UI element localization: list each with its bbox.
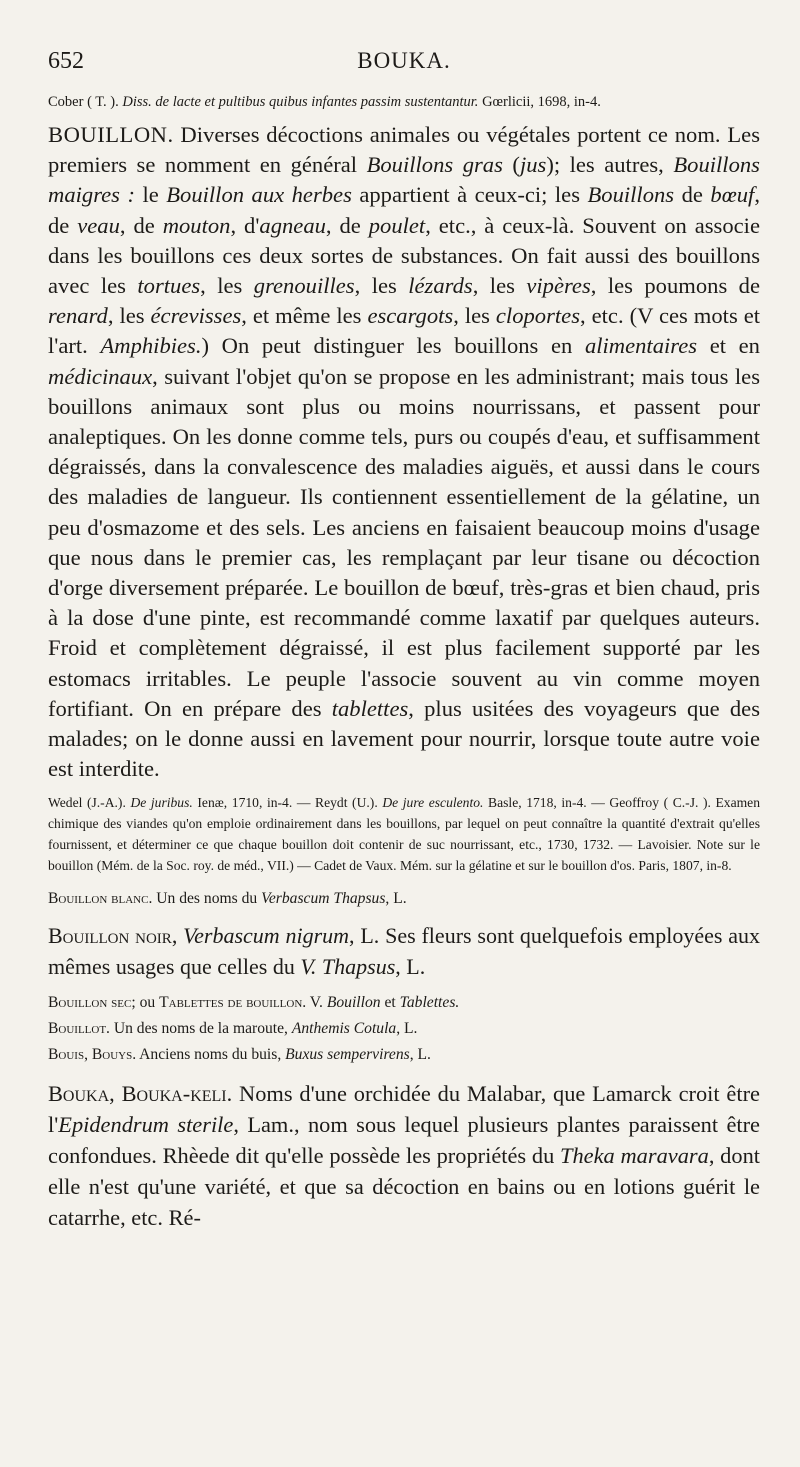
text-run: , plus usitées des voyageurs que des malades; on le donne aussi en lavement pour nourrir, lorsque toute autre voie est interdite. [48, 695, 760, 782]
text-run: lézards [408, 273, 473, 299]
text-run: veau [77, 212, 120, 238]
text-run: , etc. (V ces mots et l'art. [48, 303, 761, 359]
ref-author: Cober [48, 94, 84, 110]
text-run: , suivant l'objet qu'on se propose en les administrant; mais tous les bouillons animaux sont plus ou moins nourrissans, et passent pour analeptiques. On les donne comme tels, purs ou coupés d'eau, et suffisamment dégraissés, dans la convalescence des maladies aiguës, et aussi dans le cours des maladies de langueur. Ils contiennent essentiellement de la gélatine, un peu d'osmazome et des sels. Les anciens en faisaient beaucoup moins d'usage que nous dans le premier cas, les remplaçant par leur tisane ou décoction d'orge diversement préparée. Le bouillon de bœuf, très-gras et bien chaud, pris à la dose d'une pinte, est recommandé comme laxatif par quelques auteurs. Froid et complètement dégraissé, il est plus facilement supporté par les estomacs irritables. Le peuple l'associe souvent au vin comme moyen fortifiant. On en prépare des [48, 363, 760, 721]
text-run: appartient à ceux-ci; les [351, 182, 588, 208]
text-run: , les [453, 303, 496, 329]
text-run: , L. Ses fleurs sont quelquefois employées aux mêmes usages que celles du [48, 923, 760, 980]
text-run: , de [325, 212, 369, 238]
text-run: Ienæ, 1710, in-4. — Reydt (U.). [192, 795, 383, 811]
text-run: cloportes [495, 303, 580, 329]
bibliography-bouillon [48, 792, 760, 876]
text-run: jus [519, 152, 547, 178]
text-run: , [171, 923, 184, 949]
text-run: ) On peut distinguer les bouillons en [201, 333, 585, 359]
text-run: Bouillons [587, 182, 675, 208]
headword-bouillon-blanc: Bouillon blanc. [48, 890, 153, 908]
text-run: , les [200, 273, 254, 299]
text-run: , L. [396, 1020, 418, 1038]
entry-bouillot [48, 1016, 760, 1042]
text-run: le [134, 182, 167, 208]
text-run: écrevisses [150, 303, 242, 329]
text-run: Buxus sempervirens [285, 1046, 410, 1064]
headword-bouillon-noir: Bouillon noir [48, 923, 172, 949]
entry-bouis [48, 1042, 760, 1068]
ref-title: Diss. de lacte et pultibus quibus infantes passim sustentantur. [122, 94, 479, 110]
text-run: mouton [162, 212, 231, 238]
text-run: , les [472, 273, 527, 299]
text-run: V. Thapsus [300, 954, 396, 980]
text-run: bœuf [710, 182, 755, 208]
text-run: Wedel (J.-A.). [48, 795, 131, 811]
text-run: ( T. ). [87, 94, 119, 110]
reference-cober [48, 90, 760, 114]
text-run: , et même les [241, 303, 368, 329]
text-run: grenouilles [253, 273, 355, 299]
text-run: , L. [395, 954, 426, 980]
text-run: Bouillons gras [366, 152, 503, 178]
headword-bouka: Bouka, Bouka-keli. [48, 1081, 233, 1107]
text-run: escargots [367, 303, 454, 329]
text-run: Bouillon [326, 994, 381, 1012]
text-run: Bouillon aux herbes [166, 182, 352, 208]
text-run: Noms d'une orchidée du Malabar, que Lamarck croit être l' [48, 1081, 760, 1138]
short-entries [48, 990, 760, 1068]
text-run: Gœrlicii, 1698, in-4. [482, 94, 601, 110]
text-run: Anthemis Cotula [291, 1020, 397, 1038]
text-run: Verbascum Thapsus [261, 890, 386, 908]
text-run: Theka maravara [560, 1143, 709, 1169]
text-run: Un des noms de la maroute, [109, 1020, 292, 1038]
text-run: ; ou [131, 994, 160, 1012]
text-run: V. [306, 994, 327, 1012]
text-run: , de [119, 212, 163, 238]
text-run: Basle, 1718, in-4. — Geoffroy ( C.-J. ). Examen chimique des viandes qu'on emploie ordinairement dans les bouillons, par lequel on peut connaître la quantité d'extrait qu'elles fournissent, et déterminer ce que chaque bouillon doit contenir de suc nourrissant, etc., 1730, 1732. — Lavoisier. Note sur le bouillon (Mém. de la Soc. roy. de méd., VII.) — Cadet de Vaux. Mém. sur la gélatine et sur le bouillon d'os. Paris, 1807, in-8. [48, 795, 761, 874]
text-run: , les [107, 303, 151, 329]
text-run: Tablettes de bouillon. [159, 994, 307, 1012]
text-run: renard [48, 303, 108, 329]
entry-bouka [48, 1078, 760, 1233]
headword-bouillot: Bouillot. [48, 1020, 110, 1038]
text-run: Un des noms du [152, 890, 262, 908]
text-run: poulet [368, 212, 426, 238]
headword-bouillon: BOUILLON. [48, 122, 174, 147]
headword-bouillon-sec: Bouillon sec [48, 994, 132, 1012]
text-run: De juribus. [130, 795, 193, 811]
text-run: alimentaires [584, 333, 698, 359]
text-run: Anciens noms du buis, [136, 1046, 286, 1064]
entry-bouillon-blanc [48, 886, 760, 912]
text-run: , L. [409, 1046, 431, 1064]
text-run: Tablettes. [399, 994, 460, 1012]
text-run: vipères [526, 273, 591, 299]
text-run: ( [502, 152, 520, 178]
text-run: agneau [259, 212, 326, 238]
entry-bouillon-noir [48, 920, 760, 982]
text-run: et en [697, 333, 760, 359]
text-run: , les [354, 273, 409, 299]
entry-bouillon-sec [48, 990, 760, 1016]
text-run: tablettes [331, 695, 409, 721]
text-run: de [674, 182, 711, 208]
text-run: , de [48, 182, 760, 238]
text-run: Diverses décoctions animales ou végétales portent ce nom. Les premiers se nomment en général [48, 122, 760, 178]
running-head: BOUKA. [357, 48, 451, 73]
text-run: , L. [385, 890, 407, 908]
text-run: , dont elle n'est qu'une variété, et que sa décoction en bains ou en lotions guérit le catarrhe, etc. Ré- [48, 1143, 760, 1231]
entry-bouillon [48, 120, 760, 784]
text-run: , les poumons de [590, 273, 761, 299]
text-run: , etc., à ceux-là. Souvent on associe dans les bouillons ces deux sortes de substances. On fait aussi des bouillons avec les [48, 212, 760, 299]
text-run: De jure esculento. [382, 795, 484, 811]
headword-bouis: Bouis, Bouys. [48, 1046, 137, 1064]
text-run: médicinaux [48, 363, 153, 389]
text-run: Bouillons maigres : [48, 152, 760, 208]
text-run: , Lam., nom sous lequel plusieurs plantes paraissent être confondues. Rhèede dit qu'elle possède les propriétés du [48, 1112, 760, 1169]
text-run: tortues [137, 273, 201, 299]
page-header [48, 48, 760, 84]
text-run: Verbascum nigrum [183, 923, 350, 949]
text-run: Epidendrum sterile [58, 1112, 234, 1138]
page-number: 652 [48, 48, 84, 74]
text-run: et [380, 994, 400, 1012]
text-run: ); les autres, [546, 152, 674, 178]
text-run: Amphibies. [100, 333, 202, 359]
text-run: , d' [230, 212, 260, 238]
